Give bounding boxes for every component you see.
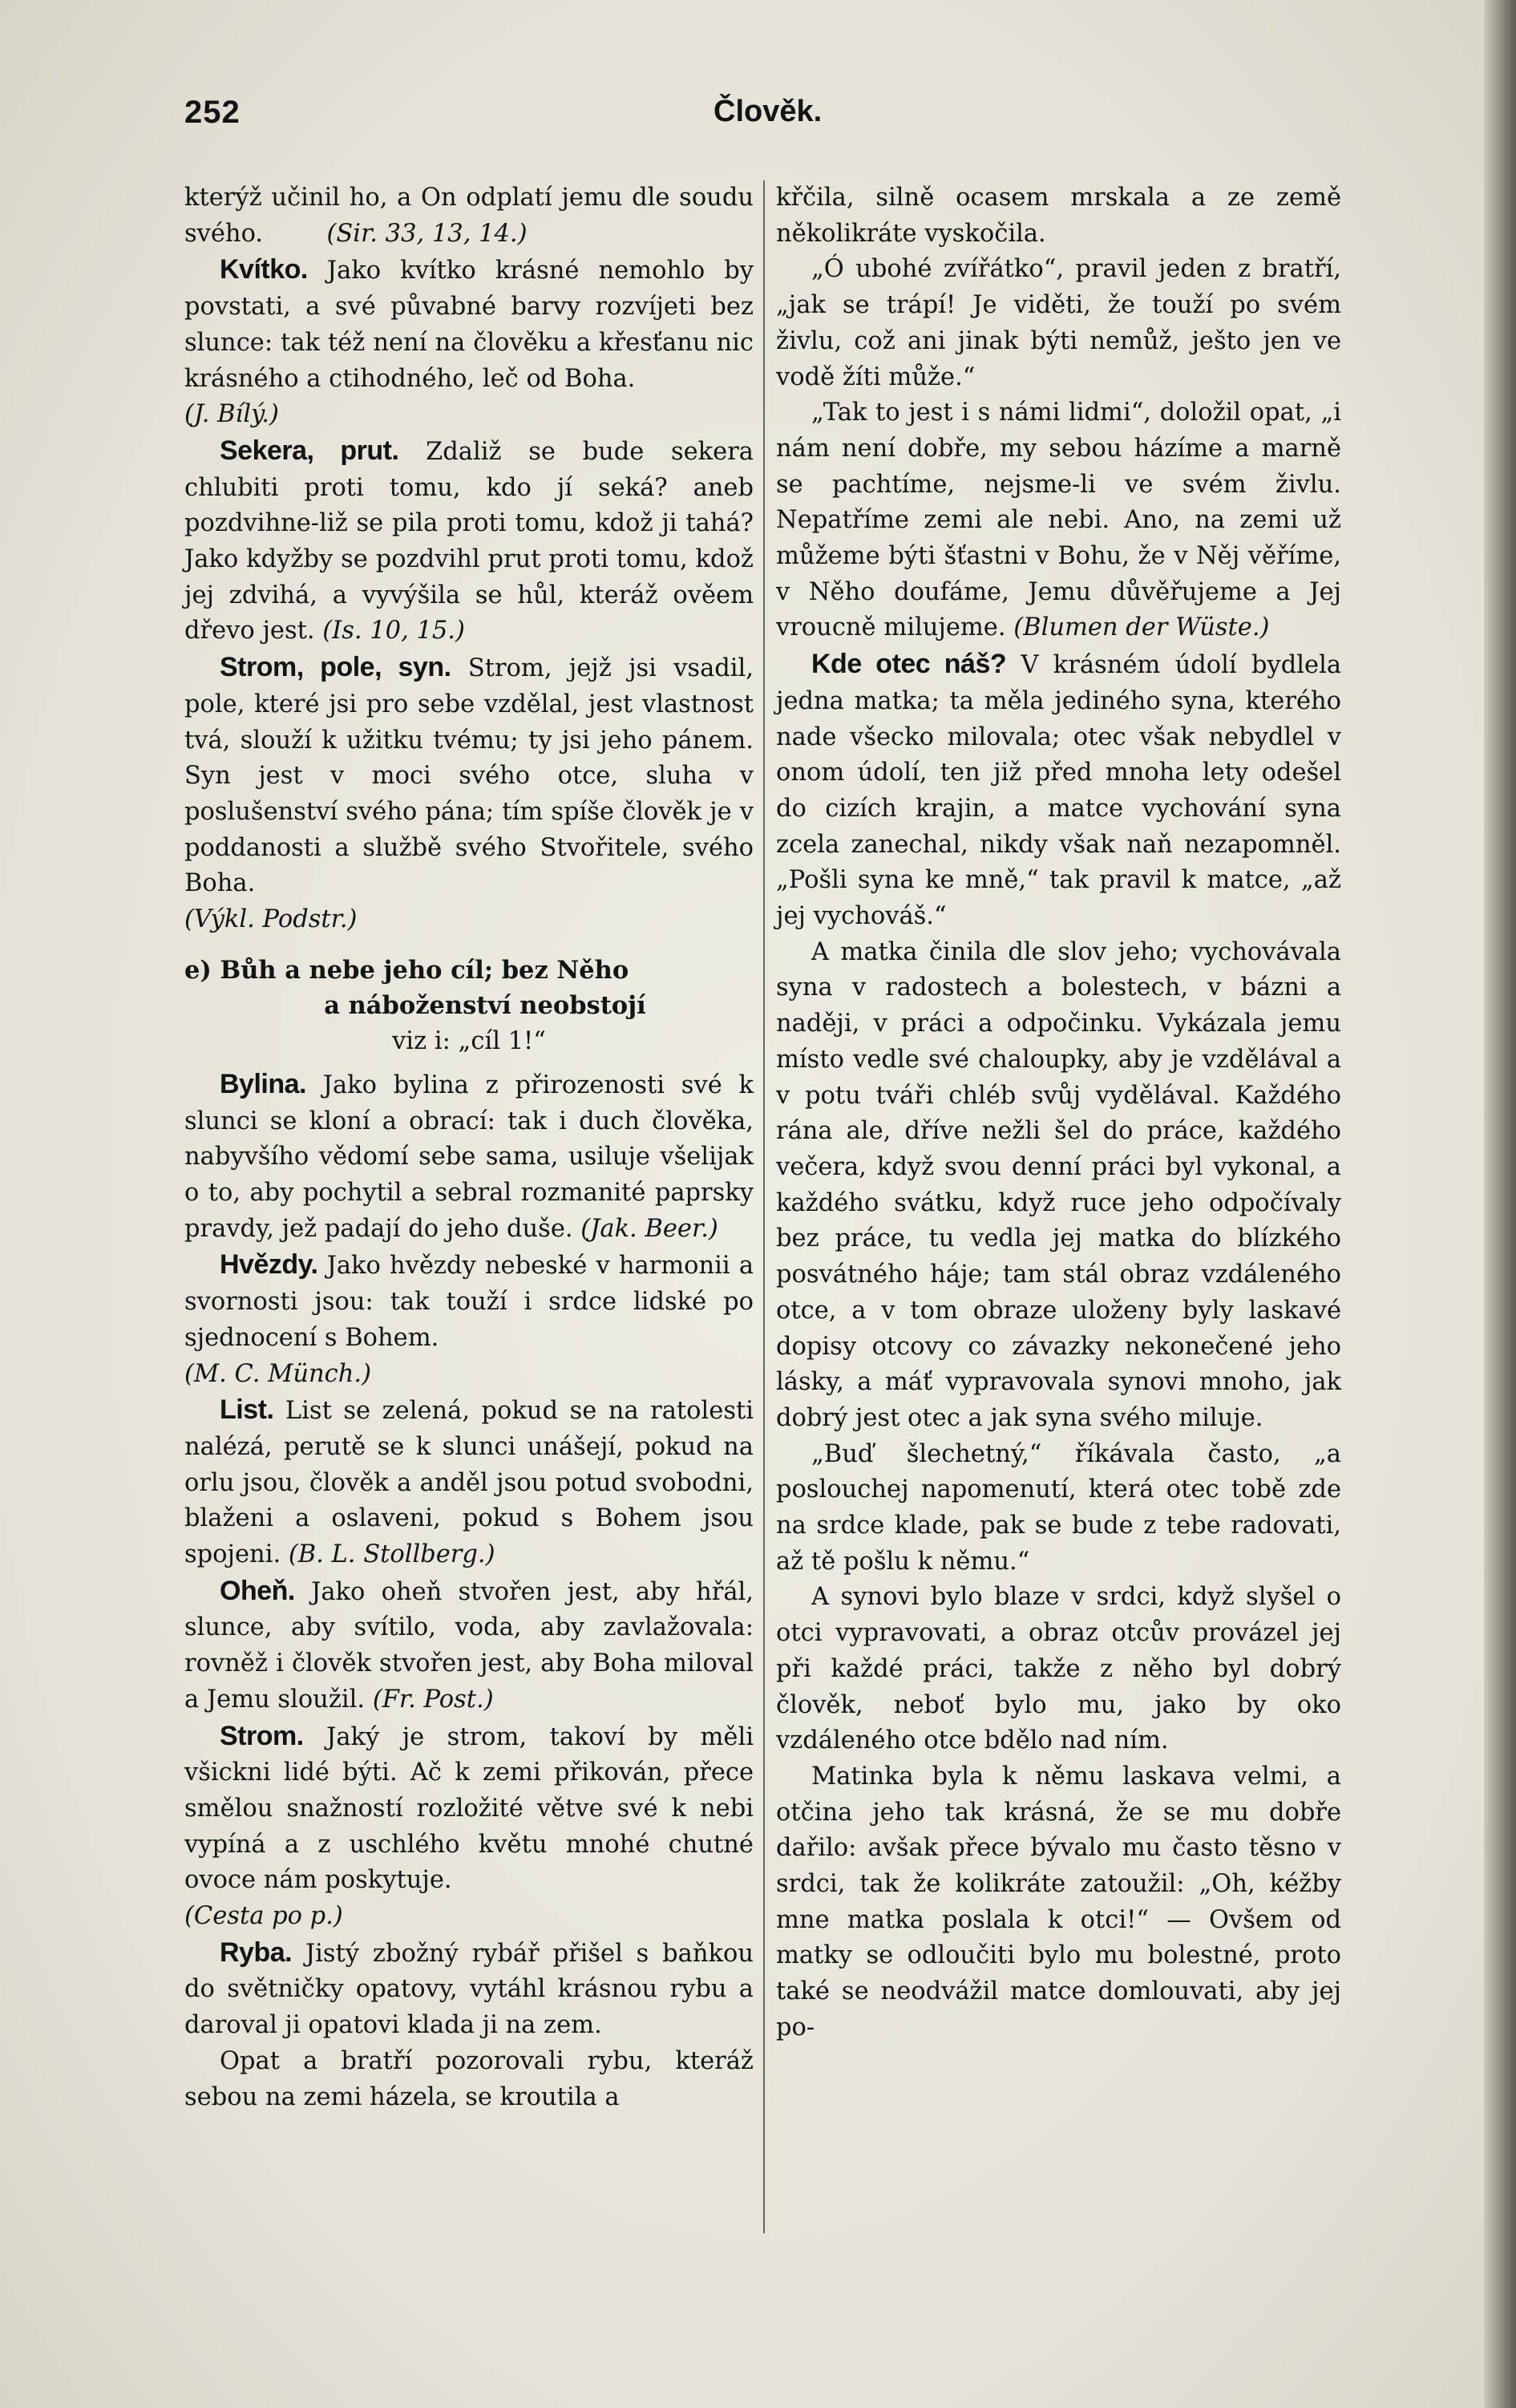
- entry-sekera: [184, 433, 754, 650]
- entry-term: Strom, pole, syn.: [220, 652, 451, 683]
- intro-line-2: soudu svého.: [184, 184, 754, 248]
- entry-citation: (M. C. Münch.): [184, 1359, 371, 1388]
- see-also: viz i: „cíl 1!“: [392, 1027, 546, 1056]
- page-header: [184, 95, 1339, 143]
- entry-citation: (Fr. Post.): [372, 1685, 494, 1714]
- entry-term: List.: [220, 1394, 274, 1426]
- entry-bylina: [184, 1066, 754, 1248]
- entry-text: Zdaliž se bude sekera chlubiti proti tomu, kdo jí seká? aneb pozdvihne-liž se pila proti tomu, kdož ji tahá? Jako kdyžby se pozdvihl prut proti tomu, kdož jej zdvihá, a vyvýšila se hůl, kteráž ověem dřevo jest.: [184, 437, 754, 646]
- column-divider: [763, 180, 765, 2233]
- running-head: Člověk.: [714, 95, 823, 128]
- entry-ryba: [184, 1935, 754, 2044]
- entry-term: Sekera, prut.: [220, 435, 399, 466]
- entry-kvitko: [184, 252, 754, 433]
- paragraph-7: Matinka byla k němu laskava velmi, a otčina jeho tak krásná, že se mu dobře dařilo: avšak přece bývalo mu často těsno v srdci, tak že kolikráte zatoužil: „Oh, kéžby mne matka poslala k otci!“ — Ovšem od matky se odloučiti bylo mu bolestné, proto také se neodvážil matce domlouvati, aby jej po-: [776, 1762, 1341, 2042]
- entry-text: V krásném údolí bydlela jedna matka; ta měla jediného syna, kterého nade všecko milovala; otec však nebydlel v onom údolí, ten již před mnoha lety odešel do cizích krajin, a matce vychování syna zcela zanechal, nikdy však naň nezapomněl. „Pošli syna ke mně,“ tak pravil k matce, „až jej vychováš.“: [776, 651, 1342, 931]
- entry-strom-pole-syn: [184, 650, 754, 938]
- entry-text: Jaký je strom, takoví by měli všickni lidé býti. Ač k zemi přikován, přece smělou snažností rozložité větve své k nebi vypíná a z uschlého květu mnohé chutné ovoce nám poskytuje.: [184, 1722, 754, 1895]
- entry-text: Jako hvězdy nebeské v harmonii a svornosti jsou: tak touží i srdce lidské po sjednocení s Bohem.: [184, 1252, 754, 1352]
- entry-citation: (Jak. Beer.): [580, 1214, 718, 1243]
- paragraph-2: „Ó ubohé zvířátko“, pravil jeden z bratří, „jak se trápí! Je viděti, že touží po svém živlu, což ani jinak býti nemůž, ješto jen ve vodě žíti může.“: [776, 255, 1341, 391]
- entry-text: Jako oheň stvořen jest, aby hřál, slunce, aby svítilo, voda, aby zavlažovala: rovněž i člověk stvořen jest, aby Boha miloval a Jemu sloužil.: [184, 1577, 754, 1714]
- entry-text: Jako bylina z přirozenosti své k slunci se kloní a obrací: tak i duch člověka, nabyvšího vědomí sebe sama, usiluje všelijak o to, aby pochytil a sebral rozmanité paprsky pravdy, jež padají do jeho duše.: [184, 1070, 754, 1243]
- page-number: 252: [184, 95, 241, 130]
- entry-term: Strom.: [220, 1720, 304, 1751]
- entry-term: Oheň.: [220, 1575, 295, 1606]
- paragraph-3-text: „Tak to jest i s námi lidmi“, doložil opat, „i nám není dobře, my sebou házíme a marně se pachtíme, nejsme-li ve svém živlu. Nepatříme zemi ale nebi. Ano, na zemi už můžeme býti šťastni v Bohu, že v Něj věříme, v Něho doufáme, Jemu důvěřujeme a Jej vroucně milujeme.: [776, 399, 1341, 642]
- paragraph-6: A synovi bylo blaze v srdci, když slyšel o otci vypravovati, a obraz otcův provázel jej při každé práci, takže z něho byl dobrý člověk, neboť bylo mu, jako by oko vzdáleného otce bdělo nad ním.: [776, 1583, 1341, 1755]
- closing-paragraph: Opat a bratří pozorovali rybu, kteráž sebou na zemi házela, se kroutila a: [184, 2046, 754, 2111]
- left-column: [184, 180, 754, 2115]
- paragraph-3-citation: (Blumen der Wüste.): [1013, 613, 1270, 642]
- page-edge-shadow: [1484, 0, 1516, 2408]
- section-heading: [184, 953, 754, 1024]
- entry-citation: (Cesta po p.): [184, 1902, 343, 1931]
- entry-citation: (B. L. Stollberg.): [288, 1540, 495, 1569]
- section-label-2: a náboženství neobstojí: [324, 991, 646, 1021]
- entry-term: Bylina.: [220, 1068, 306, 1099]
- paragraph-4: A matka činila dle slov jeho; vychovávala syna v radostech a bolestech, v bázni a naději, v práci a odpočinku. Vykázala jemu místo vedle své chaloupky, aby je vzdělával a v potu tváři chléb svůj vydělával. Každého rána ale, dříve nežli šel do práce, každého večera, když svou denní práci byl vykonal, a každého svátku, když ruce jeho odpočívaly bez práce, tu vedla jej matka do blízkého posvátného háje; tam stál obraz vzdáleného otce, a v tom obraze uloženy byly laskavé dopisy otcovy co závazky nekonečené jeho lásky, a máť vypravovala synovi mnoho, jak dobrý jest otec a jak syna svého miluje.: [776, 937, 1341, 1432]
- paragraph-3: [776, 395, 1341, 646]
- intro-citation: (Sir. 33, 13, 14.): [326, 219, 528, 248]
- entry-strom: [184, 1718, 754, 1935]
- paragraph-5: „Buď šlechetný,“ říkávala často, „a poslouchej napomenutí, která otec tobě zde na srdce klade, pak se bude z tebe radovati, až tě pošlu k němu.“: [776, 1439, 1341, 1576]
- entry-text: Jako kvítko krásné nemohlo by povstati, a své půvabné barvy rozvíjeti bez slunce: tak též není na člověku a křesťanu nic krásného a ctihodného, leč od Boha.: [184, 257, 754, 393]
- intro-line-1: kterýž učinil ho, a On odplatí jemu dle: [184, 184, 670, 212]
- paragraph-1: křčila, silně ocasem mrskala a ze země několikráte vyskočila.: [776, 184, 1341, 248]
- entry-text: Strom, jejž jsi vsadil, pole, které jsi pro sebe vzdělal, jest vlastnost tvá, slouží k užitku tvému; ty jsi jeho pánem. Syn jest v moci svého otce, sluha v poslušenství svého pána; tím spíše člověk je v poddanosti a službě svého Stvořitele, svého Boha.: [184, 654, 754, 898]
- entry-term: Hvězdy.: [220, 1249, 318, 1281]
- entry-term: Kde otec náš?: [811, 649, 1007, 680]
- entry-ohen: [184, 1573, 754, 1718]
- right-column: [776, 180, 1341, 2046]
- entry-citation: (J. Bílý.): [184, 400, 279, 429]
- entry-term: Kvítko.: [220, 254, 308, 285]
- entry-hvezdy: [184, 1247, 754, 1392]
- section-label: e) Bůh a nebe jeho cíl; bez Něho: [184, 955, 629, 985]
- intro-text: [184, 180, 754, 252]
- entry-term: Ryba.: [220, 1937, 293, 1968]
- entry-kde-otec-nas: [776, 646, 1341, 935]
- entry-text: List se zelená, pokud se na ratolesti nalézá, perutě se k slunci unášejí, pokud na orlu jsou, člověk a anděl jsou potud svobodni, blaženi a oslaveni, pokud s Bohem jsou spojeni.: [184, 1397, 754, 1569]
- entry-text: Jistý zbožný rybář přišel s baňkou do světničky opatovy, vytáhl krásnou rybu a daroval ji opatovi klada ji na zem.: [184, 1939, 754, 2040]
- entry-citation: (Is. 10, 15.): [322, 617, 465, 646]
- entry-list: [184, 1392, 754, 1573]
- entry-citation: (Výkl. Podstr.): [184, 905, 358, 934]
